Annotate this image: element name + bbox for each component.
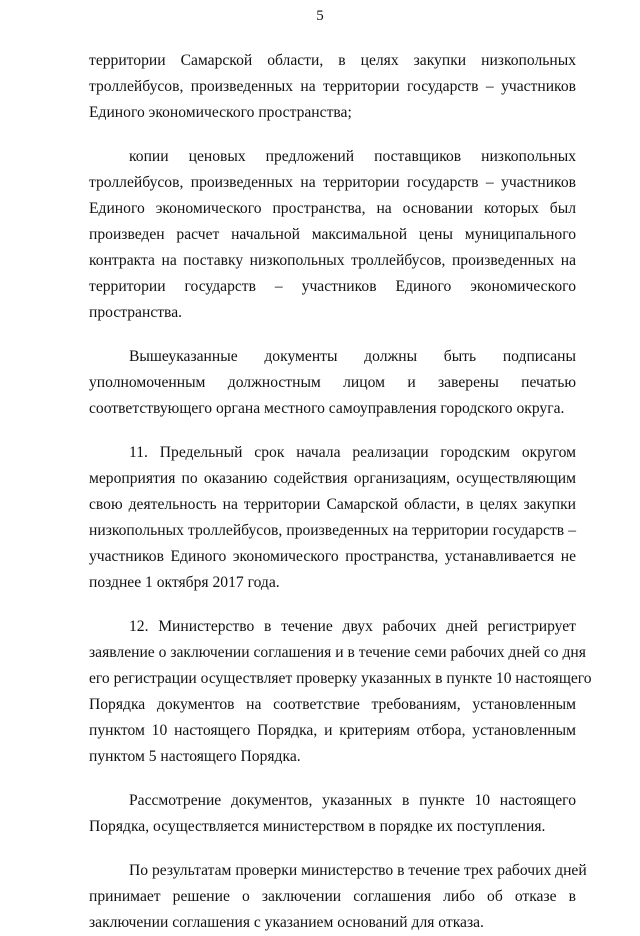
text-line: Вышеуказанные документы должны быть подписаны bbox=[129, 348, 576, 365]
text-line: По результатам проверки министерство в течение трех рабочих дней bbox=[129, 862, 587, 879]
text-line: мероприятия по оказанию содействия организациям, осуществляющим bbox=[89, 470, 576, 487]
paragraph bbox=[89, 48, 576, 126]
text-line: низкопольных троллейбусов, произведенных на территории государств – bbox=[89, 522, 576, 539]
text-line: Порядка документов на соответствие требованиям, установленным bbox=[89, 696, 576, 713]
text-line: принимает решение о заключении соглашения либо об отказе в bbox=[89, 888, 576, 905]
text-line: территории государств – участников Единого экономического bbox=[89, 278, 576, 295]
text-line: 12. Министерство в течение двух рабочих дней регистрирует bbox=[129, 618, 576, 635]
text-line: троллейбусов, произведенных на территории государств – участников bbox=[89, 174, 576, 191]
paragraph bbox=[89, 344, 576, 422]
text-line: пунктом 10 настоящего Порядка, и критериям отбора, установленным bbox=[89, 722, 576, 739]
text-line: уполномоченным должностным лицом и заверены печатью bbox=[89, 374, 576, 391]
text-line: пространства. bbox=[89, 304, 183, 321]
text-line: свою деятельность на территории Самарской области, в целях закупки bbox=[89, 496, 576, 513]
text-line: контракта на поставку низкопольных троллейбусов, произведенных на bbox=[89, 252, 576, 269]
text-line: Единого экономического пространства; bbox=[89, 104, 352, 121]
text-line: троллейбусов, произведенных на территории государств – участников bbox=[89, 78, 576, 95]
text-line: территории Самарской области, в целях закупки низкопольных bbox=[89, 52, 576, 69]
page-number: 5 bbox=[316, 8, 324, 24]
text-line: заключении соглашения с указанием оснований для отказа. bbox=[89, 914, 484, 931]
paragraph bbox=[89, 440, 576, 596]
text-line: соответствующего органа местного самоуправления городского округа. bbox=[89, 400, 565, 417]
text-line: копии ценовых предложений поставщиков низкопольных bbox=[129, 148, 576, 165]
text-line: заявление о заключении соглашения и в течение семи рабочих дней со дня bbox=[89, 644, 586, 661]
paragraph bbox=[89, 144, 576, 326]
text-line: Порядка, осуществляется министерством в порядке их поступления. bbox=[89, 818, 546, 835]
text-line: пунктом 5 настоящего Порядка. bbox=[89, 748, 301, 765]
text-line: произведен расчет начальной максимальной цены муниципального bbox=[89, 226, 576, 243]
text-line: его регистрации осуществляет проверку указанных в пункте 10 настоящего bbox=[89, 670, 592, 687]
text-line: Единого экономического пространства, на основании которых был bbox=[89, 200, 576, 217]
paragraph bbox=[89, 614, 592, 770]
text-line: позднее 1 октября 2017 года. bbox=[89, 574, 280, 591]
paragraph bbox=[89, 788, 576, 840]
text-line: 11. Предельный срок начала реализации городским округом bbox=[129, 444, 576, 461]
document-body bbox=[89, 48, 592, 936]
text-line: Рассмотрение документов, указанных в пункте 10 настоящего bbox=[129, 792, 576, 809]
text-line: участников Единого экономического пространства, устанавливается не bbox=[89, 548, 576, 565]
paragraph bbox=[89, 858, 587, 936]
